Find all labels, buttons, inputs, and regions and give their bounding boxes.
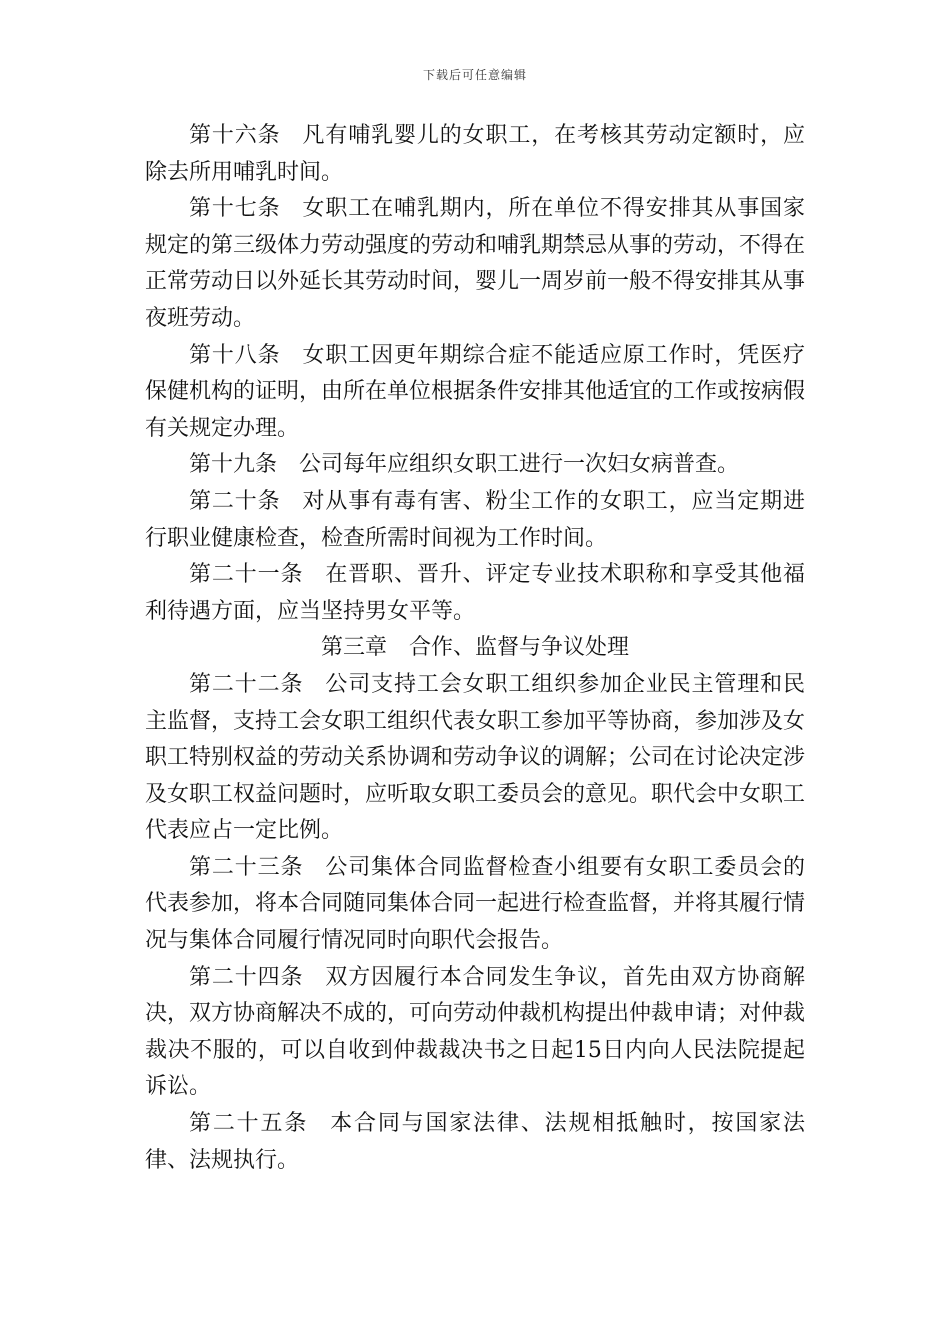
article-text: 对从事有毒有害、粉尘工作的女职工，应当定期进行职业健康检查，检查所需时间视为工作时间。 [145,488,805,551]
article-number: 第二十四条 [189,964,304,990]
article-text: 女职工在哺乳期内，所在单位不得安排其从事国家规定的第三级体力劳动强度的劳动和哺乳期禁忌从事的劳动，不得在正常劳动日以外延长其劳动时间，婴儿一周岁前一般不得安排其从事夜班劳动。 [145,196,806,331]
article-number: 第十六条 [189,123,281,148]
article-21 [145,557,805,630]
article-number: 第十七条 [189,196,281,222]
article-number: 第二十条 [189,488,281,514]
article-number: 第十九条 [189,452,278,478]
page-header: 下载后可任意编辑 [422,68,527,82]
article-19 [145,447,805,484]
article-24 [145,960,805,1106]
article-text: 在晋职、晋升、评定专业技术职称和享受其他福利待遇方面，应当坚持男女平等。 [145,562,805,624]
article-23 [145,850,805,960]
chapter-title: 第三章 合作、监督与争议处理 [320,635,629,661]
article-text: 公司支持工会女职工组织参加企业民主管理和民主监督，支持工会女职工组织代表女职工参加平等协商，参加涉及女职工特别权益的劳动关系协调和劳动争议的调解；公司在讨论决定涉及女职工权益问题时，应听取女职工委员会的意见。职代会中女职工代表应占一定比例。 [145,671,806,844]
article-number: 第二十一条 [189,562,304,588]
article-text: 公司每年应组织女职工进行一次妇女病普查。 [299,452,740,478]
article-22 [145,667,805,850]
article-16 [145,118,805,191]
article-text: 女职工因更年期综合症不能适应原工作时，凭医疗保健机构的证明，由所在单位根据条件安排其他适宜的工作或按病假有关规定办理。 [145,342,806,441]
article-text: 本合同与国家法律、法规相抵触时，按国家法律、法规执行。 [145,1111,805,1173]
article-20 [145,484,805,557]
article-text: 公司集体合同监督检查小组要有女职工委员会的代表参加，将本合同随同集体合同一起进行检查监督，并将其履行情况与集体合同履行情况同时向职代会报告。 [145,854,806,954]
document-body [145,118,805,1179]
article-text: 凡有哺乳婴儿的女职工，在考核其劳动定额时，应除去所用哺乳时间。 [145,123,805,185]
article-number: 第十八条 [189,342,281,368]
article-text: 双方因履行本合同发生争议，首先由双方协商解决，双方协商解决不成的，可向劳动仲裁机构提出仲裁申请；对仲裁裁决不服的，可以自收到仲裁裁决书之日起15日内向人民法院提起诉讼。 [145,964,806,1100]
article-number: 第二十二条 [189,671,304,697]
article-25 [145,1106,805,1179]
article-18 [145,338,805,448]
article-17 [145,191,805,337]
article-number: 第二十三条 [189,854,304,880]
article-number: 第二十五条 [189,1111,309,1137]
